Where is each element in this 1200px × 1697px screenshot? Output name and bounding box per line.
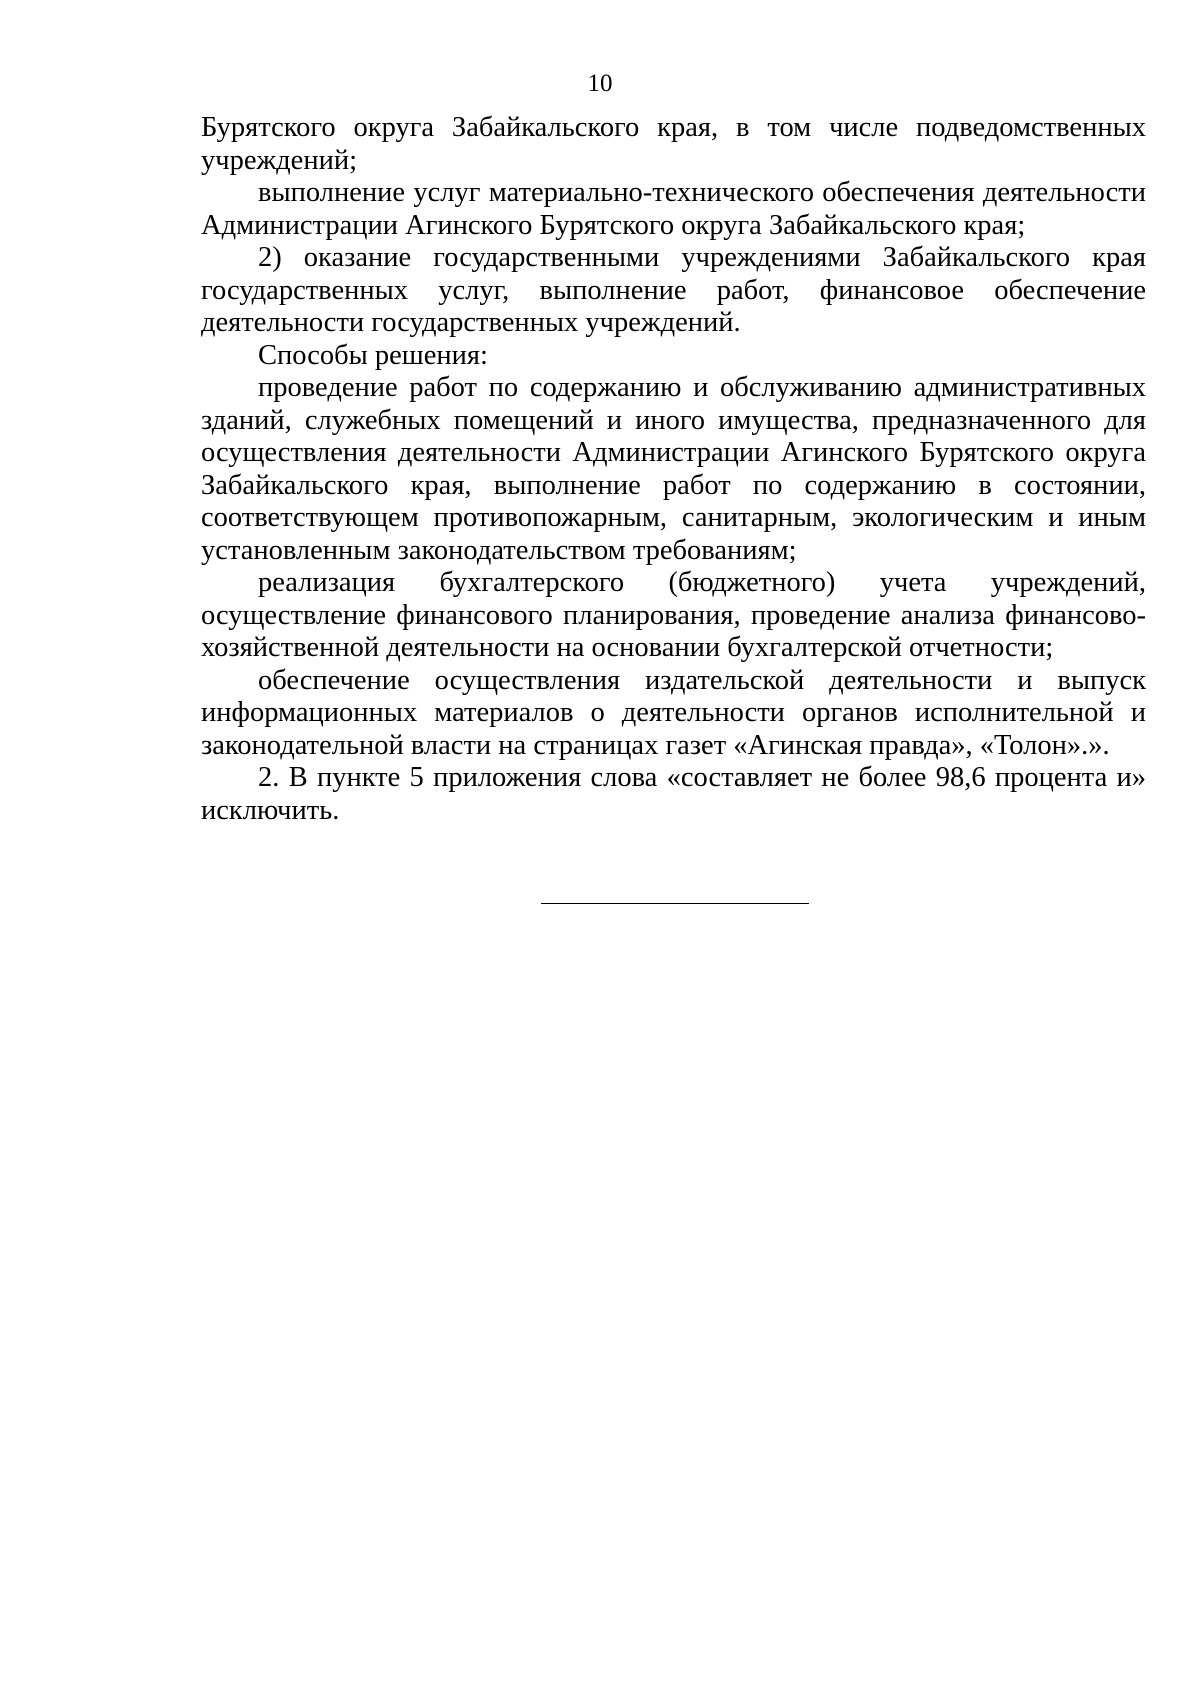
paragraph-building-maintenance: проведение работ по содержанию и обслуживанию административных зданий, служебных помещений и иного имущества, предназначенного для осуществления деятельности Администрации Агинского Бурятского округа Забайкальского края, выполнение работ по содержанию в состоянии, соответствующем противопожарным, санитарным, экологическим и иным установленным законодательством требованиям; bbox=[201, 372, 1146, 566]
paragraph-amendment-item-2: 2. В пункте 5 приложения слова «составляет не более 98,6 процента и» исключить. bbox=[201, 762, 1146, 826]
paragraph-continuation: Бурятского округа Забайкальского края, в том числе подведомственных учреждений; bbox=[201, 112, 1146, 176]
paragraph-publishing: обеспечение осуществления издательской деятельности и выпуск информационных материалов о деятельности органов исполнительной и законодательной власти на страницах газет «Агинская правда», «Толон».». bbox=[201, 664, 1146, 761]
paragraph-solutions-heading: Способы решения: bbox=[258, 339, 488, 371]
paragraph-state-services: 2) оказание государственными учреждениями Забайкальского края государственных услуг, выполнение работ, финансовое обеспечение деятельности государственных учреждений. bbox=[201, 242, 1146, 338]
paragraph-accounting: реализация бухгалтерского (бюджетного) учета учреждений, осуществление финансового планирования, проведение анализа финансово-хозяйственной деятельности на основании бухгалтерской отчетности; bbox=[201, 567, 1146, 663]
paragraph-material-support: выполнение услуг материально-технического обеспечения деятельности Администрации Агинского Бурятского округа Забайкальского края; bbox=[201, 177, 1146, 241]
page-number: 10 bbox=[587, 70, 613, 97]
document-body bbox=[201, 112, 1146, 827]
end-of-document-rule bbox=[541, 903, 809, 904]
